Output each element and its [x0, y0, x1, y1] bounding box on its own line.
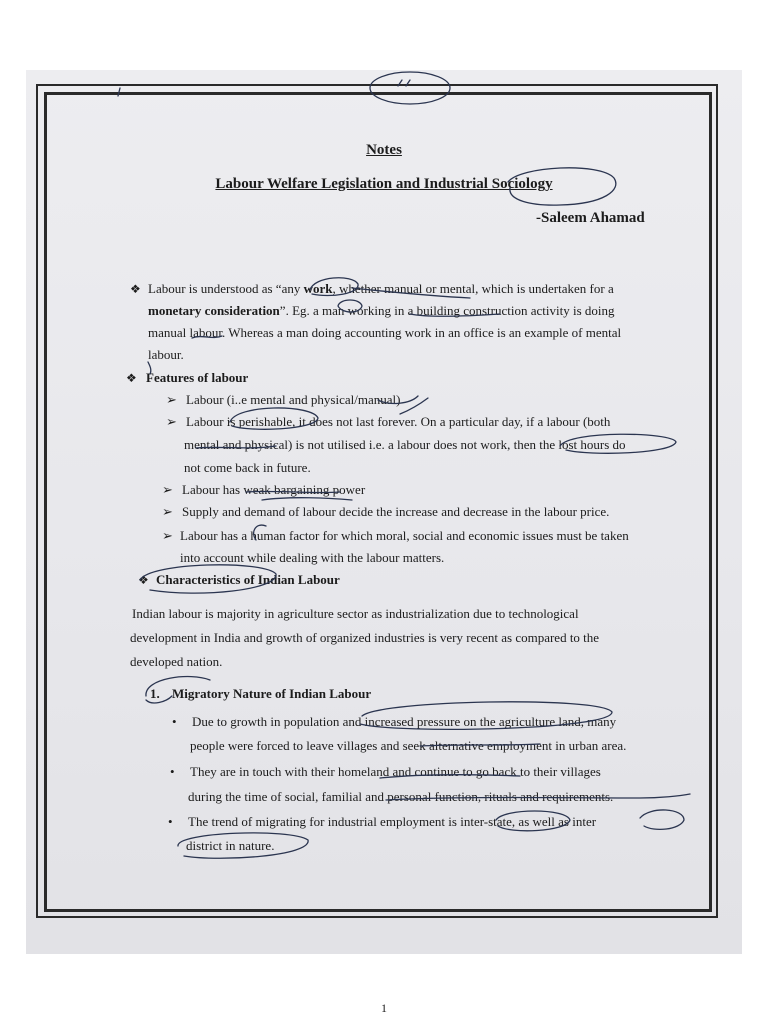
diamond-bullet-icon: ❖ [130, 282, 141, 296]
arrow-bullet-icon: ➢ [162, 504, 173, 519]
characteristics-para-line-3: developed nation. [130, 654, 223, 669]
feature-item-5-line-1: Labour has a human factor for which moral, social and economic issues must be taken [180, 528, 629, 543]
section-number: 1. [150, 686, 160, 701]
intro-line-4: labour. [148, 347, 184, 362]
feature-item-2-line-2: mental and physical) is not utilised i.e. a labour does not work, then the lost hours do [184, 437, 626, 452]
arrow-bullet-icon: ➢ [166, 414, 177, 429]
feature-item-2-line-1: Labour is perishable, it does not last forever. On a particular day, if a labour (both [186, 414, 611, 429]
arrow-bullet-icon: ➢ [162, 528, 173, 543]
doc-title: Notes [366, 142, 402, 158]
intro-line-1: Labour is understood as “any work, whether manual or mental, which is undertaken for a [148, 281, 614, 296]
intro-line-2: monetary consideration”. Eg. a man working in a building construction activity is doing [148, 303, 615, 318]
dot-bullet-icon: • [170, 764, 175, 779]
characteristics-heading: Characteristics of Indian Labour [156, 572, 340, 587]
dot-bullet-icon: • [172, 714, 177, 729]
feature-item-4: Supply and demand of labour decide the increase and decrease in the labour price. [182, 504, 610, 519]
characteristics-para-line-2: development in India and growth of organized industries is very recent as compared to the [130, 630, 600, 645]
feature-item-1: Labour (i..e mental and physical/manual) [186, 392, 401, 407]
migratory-bullet-3-line-2: district in nature. [186, 838, 275, 853]
intro-line-3: manual labour. Whereas a man doing accounting work in an office is an example of mental [148, 325, 622, 340]
feature-item-5-line-2: into account while dealing with the labour matters. [180, 550, 445, 565]
diamond-bullet-icon: ❖ [138, 573, 149, 587]
dot-bullet-icon: • [168, 814, 173, 829]
doc-author: -Saleem Ahamad [536, 210, 645, 226]
migratory-bullet-1-line-1: Due to growth in population and increased pressure on the agriculture land, many [192, 714, 617, 729]
arrow-bullet-icon: ➢ [162, 482, 173, 497]
features-heading: Features of labour [146, 370, 249, 385]
doc-subtitle: Labour Welfare Legislation and Industrial Sociology [215, 176, 553, 192]
diamond-bullet-icon: ❖ [126, 371, 137, 385]
characteristics-para-line-1: Indian labour is majority in agriculture sector as industrialization due to technological [132, 606, 579, 621]
migratory-heading: Migratory Nature of Indian Labour [172, 686, 372, 701]
migratory-bullet-2-line-2: during the time of social, familial and personal function, rituals and requirements. [188, 789, 614, 804]
arrow-bullet-icon: ➢ [166, 392, 177, 407]
page-number: 1 [381, 1001, 387, 1015]
migratory-bullet-2-line-1: They are in touch with their homeland and continue to go back to their villages [190, 764, 601, 779]
migratory-bullet-3-line-1: The trend of migrating for industrial employment is inter-state, as well as inter [188, 814, 597, 829]
feature-item-3: Labour has weak bargaining power [182, 482, 366, 497]
feature-item-2-line-3: not come back in future. [184, 460, 311, 475]
migratory-bullet-1-line-2: people were forced to leave villages and seek alternative employment in urban area. [190, 738, 627, 753]
